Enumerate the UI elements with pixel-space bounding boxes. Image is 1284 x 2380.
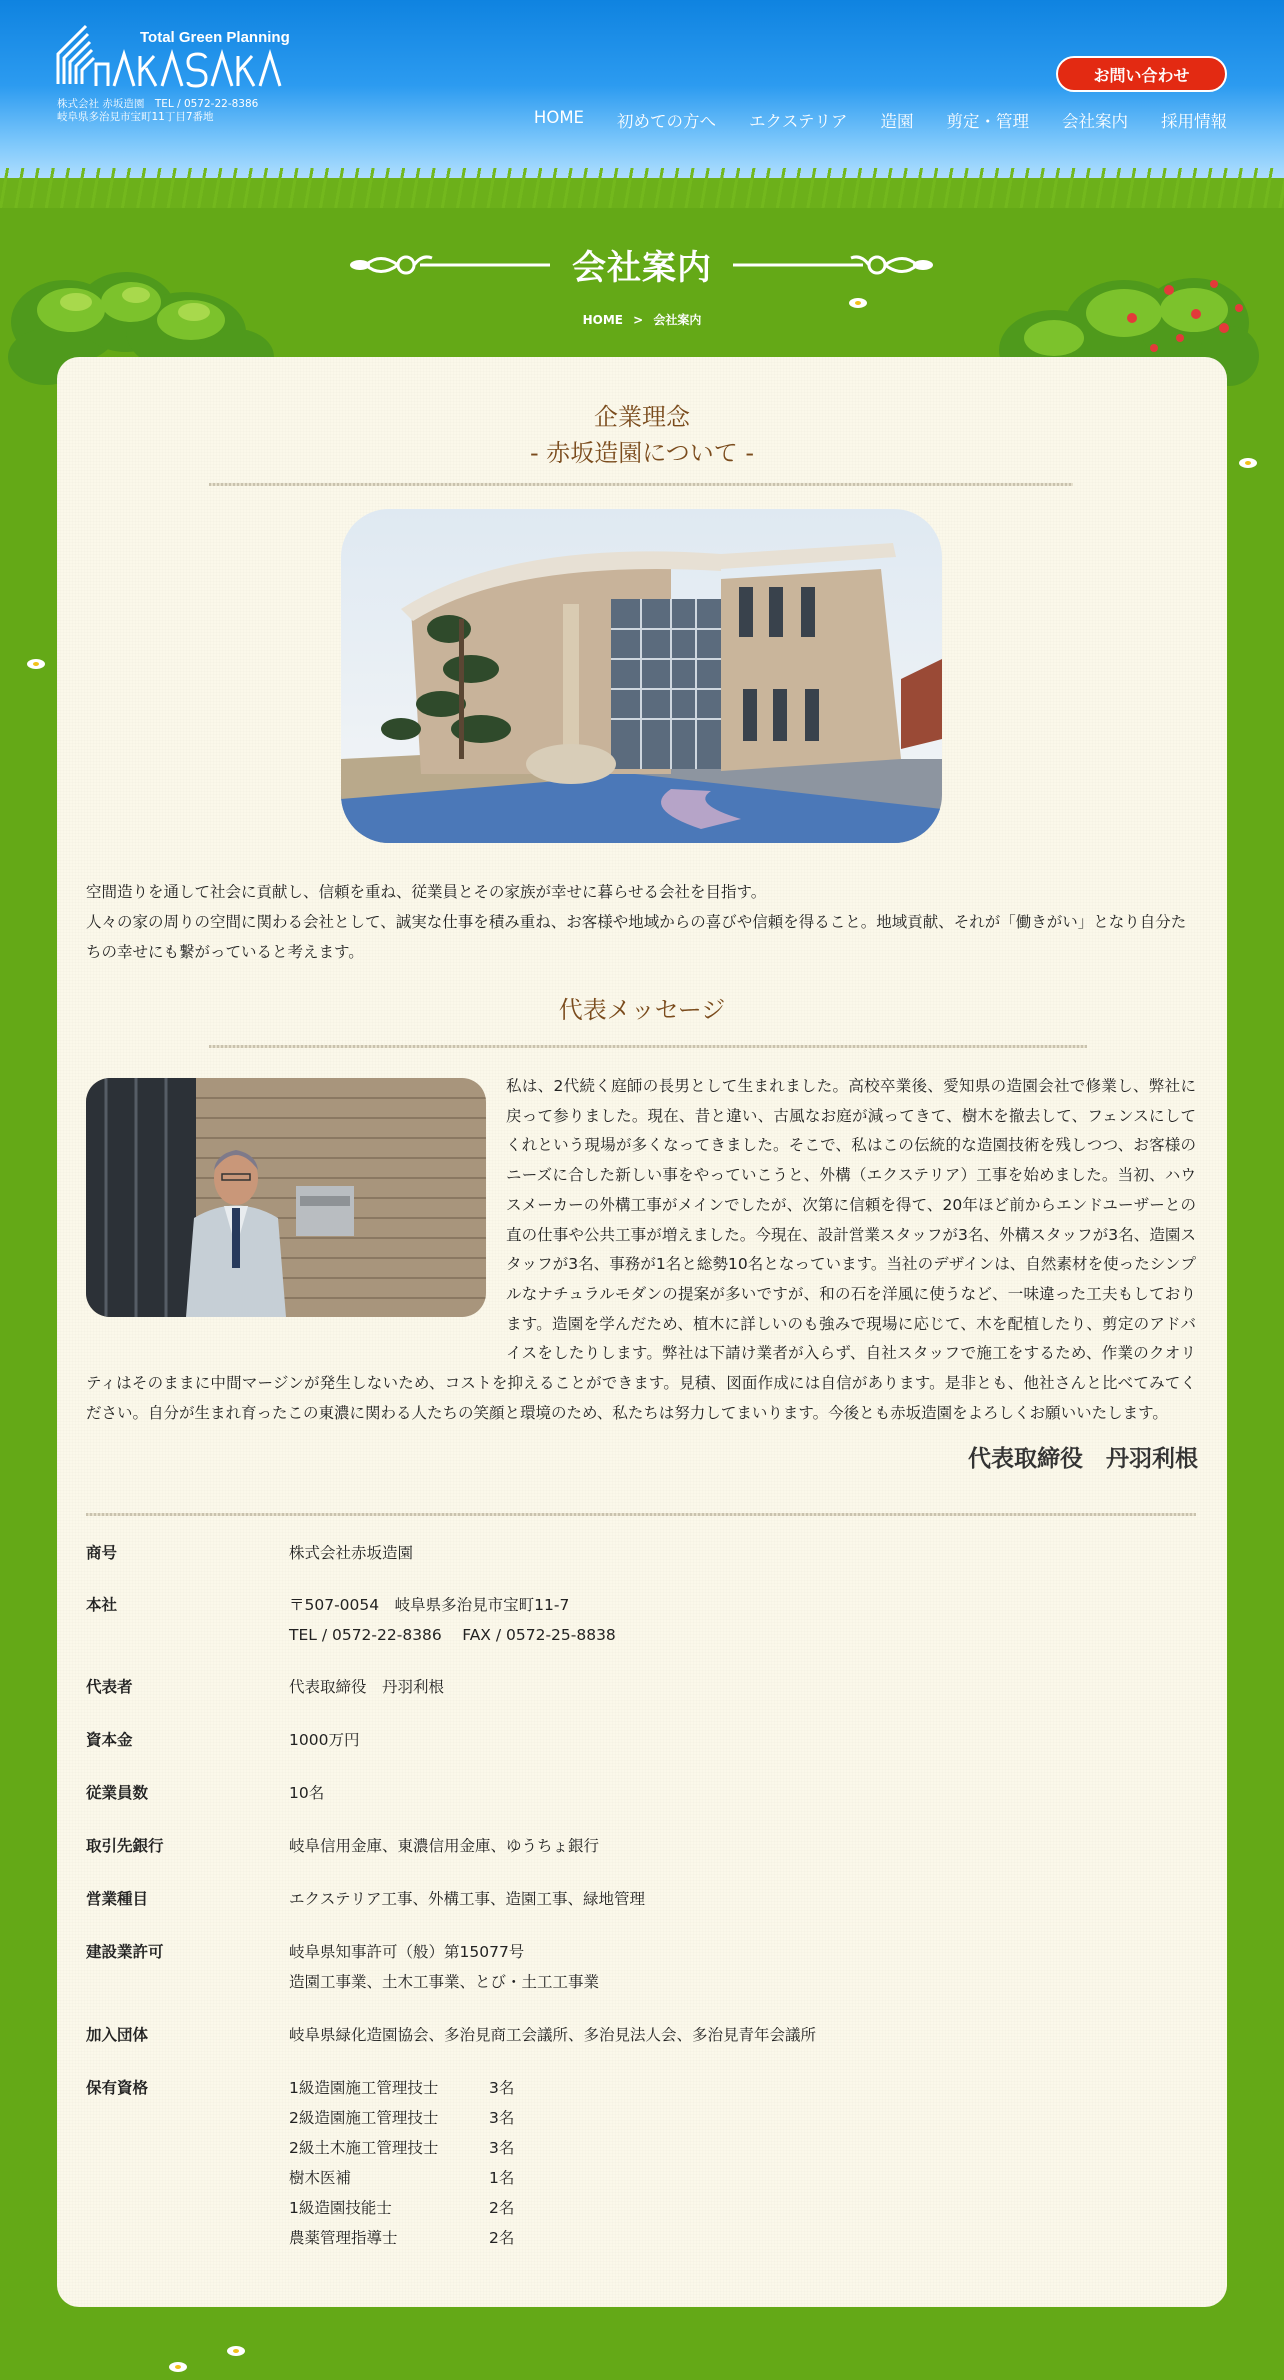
- info-label: 営業種目: [86, 1890, 149, 1908]
- breadcrumb: [0, 311, 1284, 328]
- nav-company[interactable]: 会社案内: [1062, 112, 1128, 131]
- info-row-capital: [86, 1725, 1196, 1755]
- info-value: 造園工事業、土木工事業、とび・土工工事業: [289, 1973, 600, 1991]
- daisy-icon: [226, 2344, 246, 2358]
- philosophy-title: [57, 399, 1227, 471]
- info-label: 取引先銀行: [86, 1837, 164, 1855]
- info-label: 保有資格: [86, 2079, 149, 2097]
- philosophy-text-line1: 空間造りを通して社会に貢献し、信頼を重ね、従業員とその家族が幸せに暮らせる会社を目指す。: [86, 883, 767, 901]
- info-row-business: [86, 1884, 1196, 1914]
- message-text: [86, 1072, 1196, 1428]
- qualification-count: 3名: [489, 2109, 515, 2127]
- philosophy-title-sub: - 赤坂造園について -: [529, 439, 755, 467]
- qualification-count: 2名: [489, 2199, 515, 2217]
- breadcrumb-separator: >: [633, 313, 644, 327]
- philosophy-text-line2: 人々の家の周りの空間に関わる会社として、誠実な仕事を積み重ね、お客様や地域からの喜びや信頼を得ること。地域貢献、それが「働きがい」となり自分たちの幸せにも繋がっていると考えます。: [86, 913, 1187, 961]
- main-nav: [501, 108, 1227, 132]
- qualification-count: 1名: [489, 2169, 515, 2187]
- breadcrumb-home[interactable]: HOME: [582, 313, 623, 327]
- info-row-name: [86, 1538, 1196, 1568]
- info-row-license: [86, 1937, 1196, 1997]
- qualification-count: 3名: [489, 2079, 515, 2097]
- info-label: 代表者: [86, 1678, 133, 1696]
- info-value: エクステリア工事、外構工事、造園工事、緑地管理: [289, 1890, 646, 1908]
- logo-tagline: Total Green Planning: [140, 29, 290, 46]
- qualification-name: 樹木医補: [289, 2169, 352, 2187]
- nav-pruning[interactable]: 剪定・管理: [946, 112, 1029, 131]
- info-label: 従業員数: [86, 1784, 149, 1802]
- grass-edge: [0, 168, 1284, 208]
- info-row-rep: [86, 1672, 1196, 1702]
- daisy-icon: [848, 296, 868, 310]
- info-label: 加入団体: [86, 2026, 149, 2044]
- nav-home[interactable]: HOME: [533, 108, 584, 127]
- info-value: 岐阜信用金庫、東濃信用金庫、ゆうちょ銀行: [289, 1837, 600, 1855]
- qualification-name: 2級土木施工管理技士: [289, 2139, 439, 2157]
- info-value: 代表取締役 丹羽利根: [289, 1678, 445, 1696]
- info-row-banks: [86, 1831, 1196, 1861]
- section-divider: [209, 483, 1073, 486]
- qualification-name: 1級造園施工管理技士: [289, 2079, 439, 2097]
- info-label: 建設業許可: [86, 1943, 164, 1961]
- nav-recruit[interactable]: 採用情報: [1161, 112, 1227, 131]
- daisy-icon: [26, 657, 46, 671]
- contact-button[interactable]: お問い合わせ: [1056, 56, 1227, 92]
- qualification-item: [289, 2103, 1196, 2133]
- info-value: 株式会社赤坂造園: [289, 1544, 414, 1562]
- company-info: [57, 98, 258, 124]
- content-card: [57, 357, 1227, 2307]
- info-value: 〒507-0054 岐阜県多治見市宝町11-7: [289, 1596, 570, 1614]
- nav-landscaping[interactable]: 造園: [880, 112, 914, 131]
- company-info-table: [86, 1538, 1196, 2253]
- address-line: 岐阜県多治見市宝町11丁目7番地: [57, 111, 214, 123]
- info-value: 岐阜県緑化造園協会、多治見商工会議所、多治見法人会、多治見青年会議所: [289, 2026, 817, 2044]
- office-building-photo: [341, 509, 942, 843]
- section-divider: [209, 1045, 1087, 1048]
- site-logo[interactable]: [56, 24, 316, 94]
- message-body: 私は、2代続く庭師の長男として生まれました。高校卒業後、愛知県の造園会社で修業し、弊社に戻って参りました。現在、昔と違い、古風なお庭が減ってきて、樹木を撤去して、フェンスにしてくれという現場が多くなってきました。そこで、私はこの伝統的な造園技術を残しつつ、お客様のニーズに合した新しい事をやっていこうと、外構（エクステリア）工事を始めました。当初、ハウスメーカーの外構工事がメインでしたが、次第に信頼を得て、20年ほど前からエンドユーザーとの直の仕事や公共工事が増えました。今現在、設計営業スタッフが3名、外構スタッフが3名、造園スタッフが3名、事務が1名と総勢10名となっています。当社のデザインは、自然素材を使ったシンプルなナチュラルモダンの提案が多いですが、和の石を洋風に使うなど、一味違った工夫もしております。造園を学んだため、植木に詳しいのも強みで現場に応じて、木を配植したり、剪定のアドバイスをしたりします。弊社は下請け業者が入らず、自社スタッフで施工をするため、作業のクオリティはそのままに中間マージンが発生しないため、コストを抑えることができます。見積、図面作成には自信があります。是非とも、他社さんと比べてみてください。自分が生まれ育ったこの東濃に関わる人たちの笑顔と環境のため、私たちは努力してまいります。今後とも赤坂造園をよろしくお願いいたします。: [86, 1077, 1196, 1422]
- message-title: 代表メッセージ: [558, 996, 726, 1024]
- info-value: 10名: [289, 1784, 325, 1802]
- qualification-item: [289, 2223, 1196, 2253]
- photo-spacer: [86, 1072, 506, 1354]
- info-label: 商号: [86, 1544, 118, 1562]
- qualification-item: [289, 2163, 1196, 2193]
- qualification-item: [289, 2073, 1196, 2103]
- company-line: 株式会社 赤坂造園 TEL / 0572-22-8386: [57, 98, 259, 110]
- info-row-hq: [86, 1590, 1196, 1650]
- qualification-name: 農薬管理指導士: [289, 2229, 398, 2247]
- president-signature: 代表取締役 丹羽利根: [968, 1446, 1198, 1472]
- qualification-name: 2級造園施工管理技士: [289, 2109, 439, 2127]
- info-value: TEL / 0572-22-8386 FAX / 0572-25-8838: [289, 1626, 616, 1644]
- daisy-icon: [168, 2360, 188, 2374]
- philosophy-title-main: 企業理念: [594, 403, 690, 431]
- qualification-name: 1級造園技能士: [289, 2199, 392, 2217]
- info-value: 岐阜県知事許可（般）第15077号: [289, 1943, 525, 1961]
- qualification-item: [289, 2193, 1196, 2223]
- breadcrumb-current: 会社案内: [653, 313, 702, 327]
- philosophy-text: [86, 877, 1198, 967]
- info-row-employees: [86, 1778, 1196, 1808]
- nav-exterior[interactable]: エクステリア: [748, 112, 848, 131]
- qualification-item: [289, 2133, 1196, 2163]
- info-value: 1000万円: [289, 1731, 360, 1749]
- qualification-count: 3名: [489, 2139, 515, 2157]
- info-label: 資本金: [86, 1731, 133, 1749]
- info-row-qualifications: [86, 2073, 1196, 2253]
- section-divider: [86, 1513, 1196, 1516]
- daisy-icon: [1238, 456, 1258, 470]
- info-label: 本社: [86, 1596, 118, 1614]
- nav-first-time[interactable]: 初めての方へ: [616, 112, 716, 131]
- akasaka-logo-icon: [56, 24, 316, 94]
- qualification-count: 2名: [489, 2229, 515, 2247]
- info-row-associations: [86, 2020, 1196, 2050]
- page-title: 会社案内: [572, 248, 712, 288]
